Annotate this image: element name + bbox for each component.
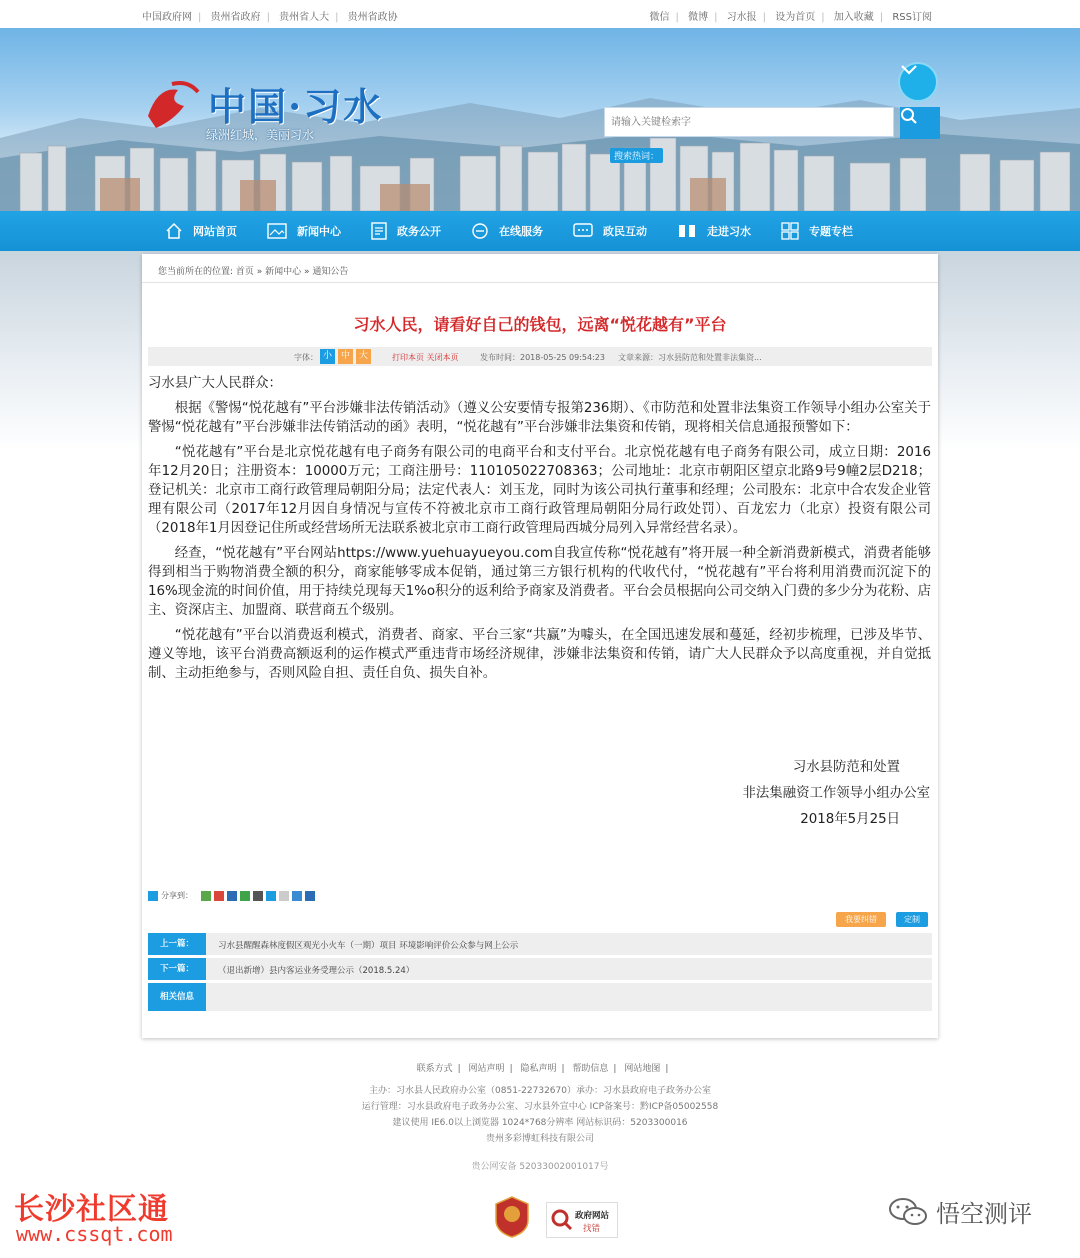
share-more-icon[interactable] <box>305 891 315 901</box>
nav-label-news: 新闻中心 <box>297 225 341 238</box>
watermark-left-title: 长沙社区通 <box>14 1192 169 1227</box>
nav-item-about[interactable] <box>677 211 751 251</box>
prev-article-link[interactable]: 习水县醒醒森林度假区观光小火车（一期）项目 环境影响评价公众参与网上公示 <box>218 941 519 951</box>
book-icon <box>677 223 697 239</box>
footer-link-privacy[interactable]: 隐私声明 <box>520 1064 557 1074</box>
share-plus-icon <box>148 891 158 901</box>
top-left-links: 中国政府网 | 贵州省政府 | 贵州省人大 | 贵州省政协 <box>142 12 398 23</box>
grid-icon <box>781 222 799 240</box>
badge-text-gov-site: 政府网站 <box>575 1211 610 1221</box>
footer-line: 主办：习水县人民政府办公室（0851-22732670）承办：习水县政府电子政务办公室 <box>369 1086 711 1096</box>
article-panel <box>142 254 938 1038</box>
link-add-favorite[interactable]: 加入收藏 <box>833 12 874 23</box>
footer-line: 运行管理：习水县政府电子政务办公室、习水县外宣中心 ICP备案号：黔ICP备05002558 <box>361 1102 719 1112</box>
footer-link-help[interactable]: 帮助信息 <box>572 1064 609 1074</box>
signature-org-line1: 习水县防范和处置 <box>792 760 900 775</box>
footer-links: 联系方式 | 网站声明 | 隐私声明 | 帮助信息 | 网站地图 | <box>416 1064 669 1074</box>
share-renren-icon[interactable] <box>227 891 237 901</box>
top-right-links: 微信 | 微博 | 习水报 | 设为首页 | 加入收藏 | RSS订阅 <box>649 12 932 23</box>
share-tencent-icon[interactable] <box>266 891 276 901</box>
home-icon <box>165 222 183 240</box>
share-weibo-icon[interactable] <box>214 891 224 901</box>
font-medium-button[interactable]: 中 <box>338 349 353 364</box>
share-print-icon[interactable] <box>292 891 302 901</box>
article-greeting: 习水县广大人民群众： <box>148 376 282 391</box>
search-button[interactable] <box>900 107 940 139</box>
nav-item-news[interactable] <box>267 211 341 251</box>
font-size-label: 字体： <box>294 353 318 362</box>
article-title: 习水人民，请看好自己的钱包，远离“悦花越有”平台 <box>353 315 727 334</box>
prev-article-row[interactable] <box>148 933 932 955</box>
footer-info <box>0 1083 1080 1147</box>
link-guizhou-npc[interactable]: 贵州省人大 <box>279 12 330 23</box>
article-paragraph: 根据《警惕“悦花越有”平台涉嫌非法传销活动》（遵义公安要情专报第236期）、《市防范和处置非法集资工作领导小组办公室关于警惕“悦花越有”平台涉嫌非法传销活动的函》表明，“悦花越有”平台涉嫌非法集资和传销，现将相关信息通报预警如下： <box>148 401 931 435</box>
chevron-down-icon <box>900 64 918 76</box>
party-gov-badge-icon[interactable] <box>494 1196 530 1238</box>
footer-line: 贵州多彩博虹科技有限公司 <box>485 1134 594 1144</box>
next-article-link[interactable]: （退出新增）县内客运业务受理公示（2018.5.24） <box>218 966 415 976</box>
nav-label-online-service: 在线服务 <box>499 225 543 238</box>
link-gov-cn[interactable]: 中国政府网 <box>142 12 192 23</box>
share-kaixin-icon[interactable] <box>240 891 250 901</box>
share-douban-icon[interactable] <box>253 891 263 901</box>
nav-label-interaction: 政民互动 <box>603 225 647 238</box>
nav-item-topics[interactable] <box>781 211 853 251</box>
watermark-left-url: www.cssqt.com <box>16 1222 173 1246</box>
footer-link-statement[interactable]: 网站声明 <box>468 1064 505 1074</box>
top-utility-bar <box>0 0 1080 28</box>
font-small-button[interactable]: 小 <box>320 349 335 364</box>
footer-link-contact[interactable]: 联系方式 <box>416 1064 453 1074</box>
article-paragraph: “悦花越有”平台是北京悦花越有电子商务有限公司的电商平台和支付平台。北京悦花越有电子商务有限公司，成立日期：2016年12月20日；注册资本：10000万元；工商注册号：110105022708363；公司地址：北京市朝阳区望京北路9号9幢2层D218；登记机关：北京市工商行政管理局朝阳分局；法定代表人：刘玉龙，同时为该公司执行董事和经理；公司股东：北京中合农发企业管理有限公司（2017年12月因自身情况与宣传不符被北京市工商行政管理局朝阳分局行政处罚）、百龙宏力（北京）投资有限公司（2018年1月因登记住所或经营场所无法联系被北京市工商行政管理局西城分局列入异常经营名录）。 <box>148 445 931 536</box>
article-meta-bar <box>148 347 932 366</box>
share-bar <box>148 890 315 901</box>
nav-label-topics: 专题专栏 <box>809 225 853 238</box>
logo-slogan: 绿洲红城，美丽习水 <box>206 128 315 142</box>
next-article-row[interactable] <box>148 958 932 980</box>
nav-item-online-service[interactable] <box>471 211 543 251</box>
watermark-right <box>888 1194 1032 1229</box>
link-guizhou-gov[interactable]: 贵州省政府 <box>210 12 261 23</box>
link-weibo[interactable]: 微博 <box>688 12 709 23</box>
related-info-tag: 相关信息 <box>148 983 206 1011</box>
wechat-icon <box>888 1196 928 1228</box>
main-nav <box>0 211 1080 251</box>
article-body <box>148 374 931 689</box>
nav-label-about: 走进习水 <box>707 225 751 238</box>
image-icon <box>267 223 287 239</box>
link-newspaper[interactable]: 习水报 <box>726 12 757 23</box>
header-banner <box>0 28 1080 211</box>
logo-text: 中国·习水 <box>208 84 384 129</box>
nav-item-home[interactable] <box>165 211 237 251</box>
link-set-homepage[interactable]: 设为首页 <box>775 12 816 23</box>
chat-icon <box>573 223 593 239</box>
article-source: 文章来源：习水县防范和处置非法集资... <box>618 353 762 362</box>
document-icon <box>371 222 387 240</box>
footer-beian[interactable]: 贵公网安备 52033002001017号 <box>471 1162 609 1172</box>
nav-label-public-affairs: 政务公开 <box>397 225 441 238</box>
prev-article-tag: 上一篇： <box>148 933 206 955</box>
search-box <box>604 107 940 139</box>
share-email-icon[interactable] <box>279 891 289 901</box>
signature-date: 2018年5月25日 <box>800 812 900 827</box>
service-icon <box>471 222 489 240</box>
link-rss[interactable]: RSS订阅 <box>892 12 932 23</box>
breadcrumb[interactable]: 您当前所在的位置: 首页 » 新闻中心 » 通知公告 <box>158 267 349 277</box>
link-wechat[interactable]: 微信 <box>649 12 670 23</box>
share-qzone-icon[interactable] <box>201 891 211 901</box>
next-article-tag: 下一篇： <box>148 958 206 980</box>
watermark-right-text: 悟空测评 <box>936 1200 1032 1228</box>
gov-site-error-badge[interactable] <box>546 1202 618 1238</box>
logo-brush-icon <box>138 76 208 136</box>
signature-org-line2: 非法集融资工作领导小组办公室 <box>742 786 930 801</box>
font-large-button[interactable]: 大 <box>356 349 371 364</box>
hot-keywords-label: 搜索热词： <box>610 148 663 163</box>
magnifier-icon <box>550 1208 574 1232</box>
footer-link-sitemap[interactable]: 网站地图 <box>624 1064 661 1074</box>
link-guizhou-cppcc[interactable]: 贵州省政协 <box>347 12 398 23</box>
print-close-links[interactable]: 打印本页 关闭本页 <box>392 353 459 362</box>
breadcrumb-divider <box>142 282 938 283</box>
article-paragraph: “悦花越有”平台以消费返利模式，消费者、商家、平台三家“共赢”为噱头，在全国迅速发展和蔓延，经初步梳理，已涉及毕节、遵义等地，该平台消费高额返利的运作模式严重违背市场经济规律，涉嫌非法集资和传销，请广大人民群众予以高度重视，并自觉抵制、主动拒绝参与，否则风险自担、责任自负、损失自补。 <box>148 628 931 681</box>
nav-label-home: 网站首页 <box>193 225 237 238</box>
report-error-button[interactable]: 我要纠错 <box>836 912 886 927</box>
footer-line: 建议使用 IE6.0以上浏览器 1024*768分辨率 网站标识码：5203300016 <box>392 1118 688 1128</box>
publish-time: 发布时间：2018-05-25 09:54:23 <box>480 353 605 362</box>
site-logo[interactable] <box>138 76 388 176</box>
nav-item-interaction[interactable] <box>573 211 647 251</box>
search-icon <box>900 107 918 125</box>
related-info-row <box>148 983 932 1011</box>
search-input[interactable] <box>604 107 894 137</box>
article-paragraph: 经查，“悦花越有”平台网站https://www.yuehuayueyou.com自我宣传称“悦花越有”将开展一种全新消费新模式，消费者能够得到相当于购物消费全额的积分，商家能够零成本促销，通过第三方银行机构的代收代付，“悦花越有”平台将利用消费而沉淀下的16%现金流的时间价值，用于持续兑现每天1%o积分的返利给予商家及消费者。平台会员根据向公司交纳入门费的多少分为花粉、店主、资深店主、加盟商、联营商五个级别。 <box>148 546 931 618</box>
subscribe-button[interactable]: 定制 <box>896 912 928 927</box>
expand-toggle-button[interactable] <box>898 62 938 102</box>
share-label: 分享到： <box>161 891 193 900</box>
badge-text-find-error: 找错 <box>583 1224 601 1234</box>
nav-item-public-affairs[interactable] <box>371 211 441 251</box>
